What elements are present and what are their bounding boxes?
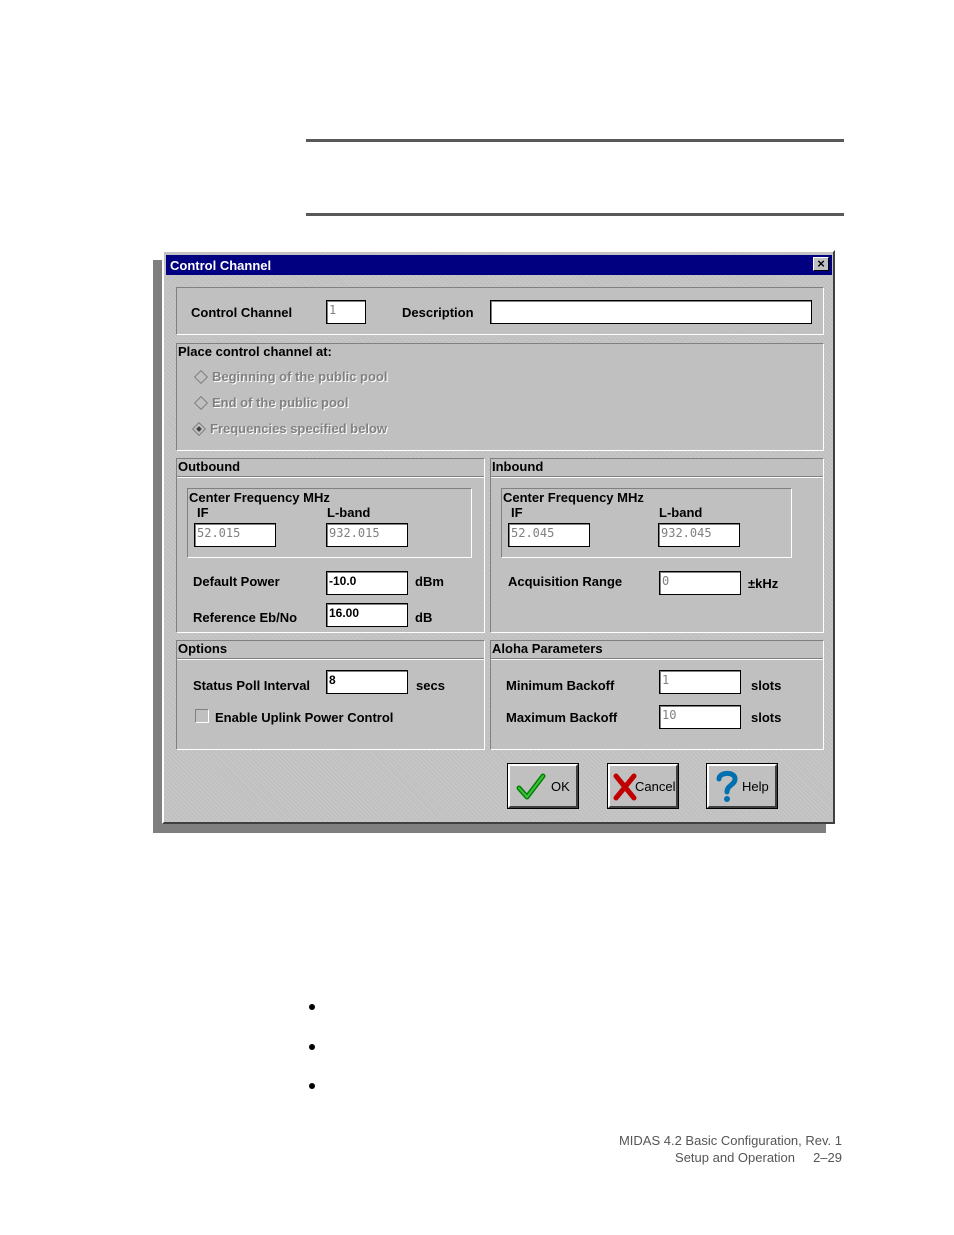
control-channel-label: Control Channel [191,305,293,320]
top-rule [306,139,844,142]
outbound-freq-group [187,488,472,558]
description-input[interactable] [490,300,812,324]
default-power-unit: dBm [415,574,444,589]
outbound-lband-input[interactable]: 932.015 [326,523,408,547]
acq-range-input[interactable]: 0 [659,571,741,595]
acq-range-unit: ±kHz [748,576,779,591]
uplink-power-checkbox[interactable] [195,708,415,726]
uplink-power-label: Enable Uplink Power Control [215,710,394,725]
outbound-if-input[interactable]: 52.015 [194,523,276,547]
status-poll-label: Status Poll Interval [193,678,311,693]
question-mark-icon [714,769,740,803]
control-channel-input[interactable]: 1 [326,300,366,324]
lband-label: L-band [659,505,703,520]
if-label: IF [197,505,209,520]
title-bar[interactable] [166,255,832,275]
radio-label: Beginning of the public pool [212,369,388,384]
description-label: Description [402,305,474,320]
cancel-button[interactable] [608,764,678,808]
min-backoff-input[interactable]: 1 [659,670,741,694]
ref-ebno-input[interactable]: 16.00 [326,603,408,627]
aloha-panel [490,640,824,750]
radio-label: Frequencies specified below [210,421,387,436]
aloha-header-line [491,658,823,660]
inbound-header-line [491,476,823,478]
radio-diamond-selected-icon [192,422,206,436]
ok-label: OK [551,779,570,794]
placement-heading: Place control channel at: [178,344,332,359]
outbound-header-line [177,476,484,478]
help-label: Help [742,779,769,794]
outbound-panel [176,458,485,633]
min-backoff-unit: slots [751,678,782,693]
dialog-title: Control Channel [170,258,272,273]
inbound-if-input[interactable]: 52.045 [508,523,590,547]
close-button[interactable] [813,257,829,271]
max-backoff-input[interactable]: 10 [659,705,741,729]
radio-diamond-icon [194,370,208,384]
inbound-heading: Inbound [492,459,544,474]
footer-doc-title: MIDAS 4.2 Basic Configuration, Rev. 1 [618,1133,842,1148]
options-header-line [177,658,484,660]
inbound-lband-input[interactable]: 932.045 [658,523,740,547]
channel-panel [176,287,824,335]
footer-page-info: Setup and Operation 2–29 [675,1150,842,1165]
default-power-label: Default Power [193,574,280,589]
default-power-input[interactable]: -10.0 [326,571,408,595]
radio-end[interactable] [195,394,415,412]
bullet-2 [309,1044,315,1050]
inbound-panel [490,458,824,633]
if-label: IF [511,505,523,520]
radio-diamond-icon [194,396,208,410]
placement-panel [176,343,824,451]
ref-ebno-label: Reference Eb/No [193,610,298,625]
ref-ebno-unit: dB [415,610,433,625]
status-poll-input[interactable]: 8 [326,670,408,694]
min-backoff-label: Minimum Backoff [506,678,615,693]
bullet-1 [309,1004,315,1010]
lband-label: L-band [327,505,371,520]
center-freq-label: Center Frequency MHz [503,490,644,505]
max-backoff-label: Maximum Backoff [506,710,618,725]
status-poll-unit: secs [416,678,445,693]
checkmark-icon [516,772,546,802]
radio-frequencies[interactable] [193,420,423,438]
outbound-heading: Outbound [178,459,241,474]
options-heading: Options [178,641,228,656]
max-backoff-unit: slots [751,710,782,725]
inbound-freq-group [501,488,792,558]
close-icon: × [817,256,825,271]
cancel-label: Cancel [635,779,676,794]
options-panel [176,640,485,750]
acq-range-label: Acquisition Range [508,574,623,589]
help-button[interactable] [707,764,777,808]
checkbox-box [195,709,209,723]
aloha-heading: Aloha Parameters [492,641,603,656]
radio-beginning[interactable] [195,368,415,386]
ok-button[interactable] [508,764,578,808]
bullet-3 [309,1083,315,1089]
center-freq-label: Center Frequency MHz [189,490,330,505]
control-channel-dialog [162,250,835,824]
bottom-rule [306,213,844,216]
radio-label: End of the public pool [212,395,349,410]
